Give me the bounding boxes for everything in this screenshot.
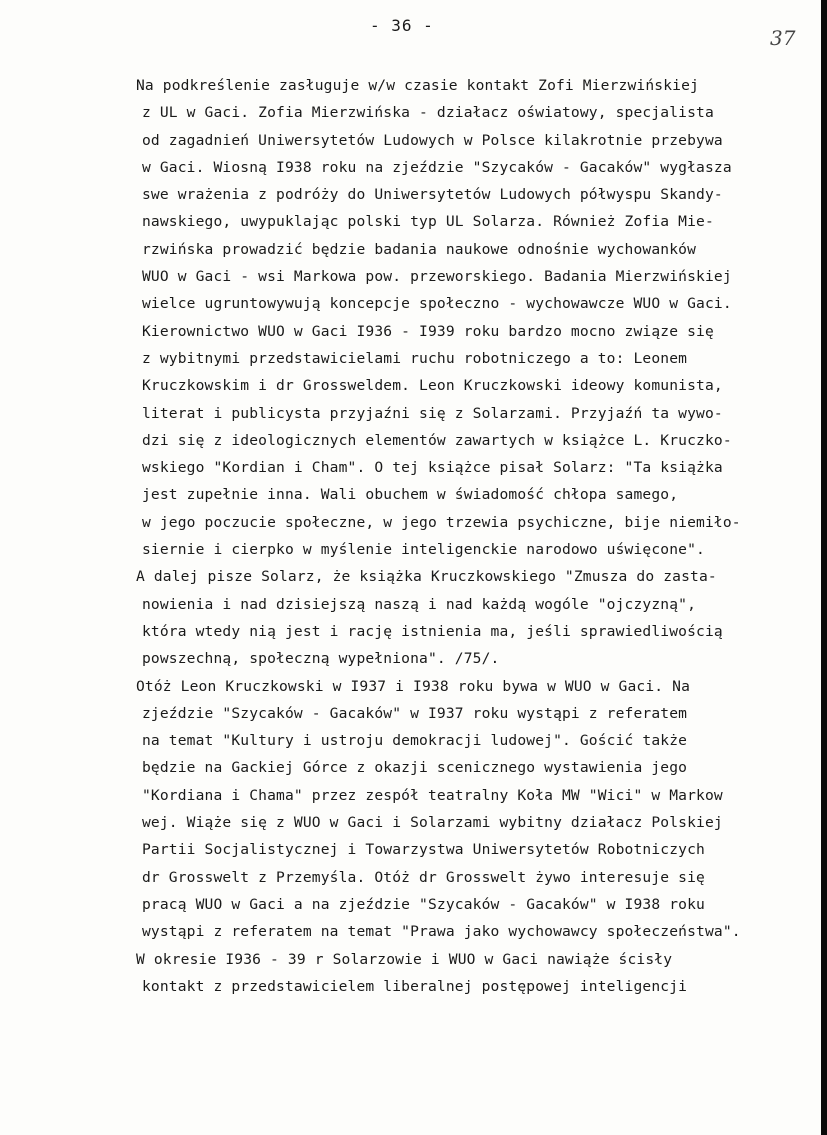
text-line: z UL w Gaci. Zofia Mierzwińska - działacz oświatowy, specjalista bbox=[142, 104, 714, 122]
text-line: wielce ugruntowywują koncepcje społeczno - wychowawcze WUO w Gaci. bbox=[142, 295, 732, 313]
text-line: w jego poczucie społeczne, w jego trzewia psychiczne, bije niemiło- bbox=[142, 513, 741, 531]
text-line: A dalej pisze Solarz, że książka Kruczkowskiego "Zmusza do zasta- bbox=[136, 568, 717, 586]
text-line: z wybitnymi przedstawicielami ruchu robotniczego a to: Leonem bbox=[142, 349, 688, 367]
text-line: będzie na Gackiej Górce z okazji scenicznego wystawienia jego bbox=[142, 759, 688, 777]
text-line: Kruczkowskim i dr Grossweldem. Leon Kruczkowski ideowy komunista, bbox=[142, 377, 723, 395]
text-line: jest zupełnie inna. Wali obuchem w świadomość chłopa samego, bbox=[142, 486, 679, 504]
text-line: kontakt z przedstawicielem liberalnej postępowej inteligencji bbox=[142, 977, 688, 995]
text-line: w Gaci. Wiosną I938 roku na zjeździe "Szycaków - Gacaków" wygłasza bbox=[142, 158, 732, 176]
text-line: WUO w Gaci - wsi Markowa pow. przeworskiego. Badania Mierzwińskiej bbox=[142, 268, 732, 286]
document-body bbox=[136, 72, 826, 1000]
text-line: Otóż Leon Kruczkowski w I937 i I938 roku bywa w WUO w Gaci. Na bbox=[136, 677, 691, 695]
text-line: nowienia i nad dzisiejszą naszą i nad każdą wogóle "ojczyzną", bbox=[142, 595, 697, 613]
text-line: powszechną, społeczną wypełniona". /75/. bbox=[142, 650, 500, 668]
text-line: nawskiego, uwypuklając polski typ UL Solarza. Również Zofia Mie- bbox=[142, 213, 714, 231]
text-line: wskiego "Kordian i Cham". O tej książce pisał Solarz: "Ta książka bbox=[142, 459, 723, 477]
text-line: wej. Wiąże się z WUO w Gaci i Solarzami wybitny działacz Polskiej bbox=[142, 814, 723, 832]
text-line: W okresie I936 - 39 r Solarzowie i WUO w Gaci nawiąże ścisły bbox=[136, 950, 673, 968]
page-number: - 36 - bbox=[370, 16, 434, 35]
text-line: Partii Socjalistycznej i Towarzystwa Uniwersytetów Robotniczych bbox=[142, 841, 705, 859]
text-line: wystąpi z referatem na temat "Prawa jako wychowawcy społeczeństwa". bbox=[142, 923, 741, 941]
text-line: Na podkreślenie zasługuje w/w czasie kontakt Zofi Mierzwińskiej bbox=[136, 77, 699, 94]
text-line: literat i publicysta przyjaźni się z Solarzami. Przyjaźń ta wywo- bbox=[142, 404, 723, 422]
archive-page-number: 37 bbox=[770, 26, 796, 50]
text-line: "Kordiana i Chama" przez zespół teatralny Koła MW "Wici" w Markow bbox=[142, 786, 723, 804]
text-line: dzi się z ideologicznych elementów zawartych w książce L. Kruczko- bbox=[142, 431, 732, 449]
text-line: pracą WUO w Gaci a na zjeździe "Szycaków - Gacaków" w I938 roku bbox=[142, 895, 705, 913]
text-line: swe wrażenia z podróży do Uniwersytetów Ludowych półwyspu Skandy- bbox=[142, 186, 723, 204]
text-line: od zagadnień Uniwersytetów Ludowych w Polsce kilakrotnie przebywa bbox=[142, 131, 723, 149]
text-line: Kierownictwo WUO w Gaci I936 - I939 roku bardzo mocno związe się bbox=[142, 322, 714, 340]
text-line: rzwińska prowadzić będzie badania naukowe odnośnie wychowanków bbox=[142, 240, 697, 258]
text-line: na temat "Kultury i ustroju demokracji ludowej". Gościć także bbox=[142, 732, 688, 750]
text-line: siernie i cierpko w myślenie inteligenckie narodowo uświęcone". bbox=[142, 541, 705, 559]
text-line: dr Grosswelt z Przemyśla. Otóż dr Grosswelt żywo interesuje się bbox=[142, 868, 705, 886]
text-line: zjeździe "Szycaków - Gacaków" w I937 roku wystąpi z referatem bbox=[142, 704, 688, 722]
text-line: która wtedy nią jest i rację istnienia ma, jeśli sprawiedliwością bbox=[142, 622, 723, 640]
